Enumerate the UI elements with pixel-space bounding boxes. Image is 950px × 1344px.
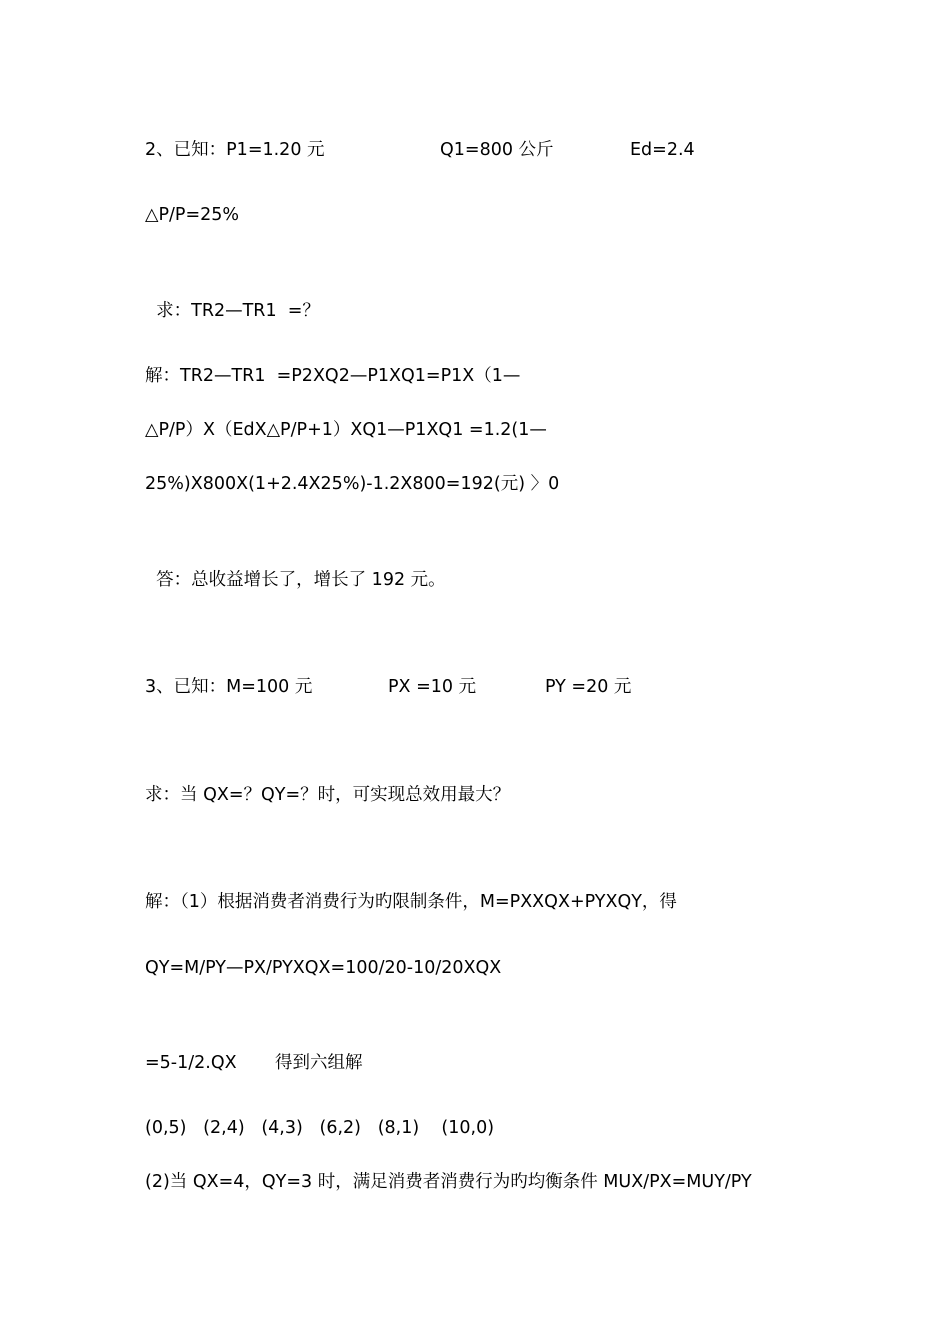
six-solutions-label: 得到六组解 <box>275 1053 363 1073</box>
simplified-equation: =5-1/2.QX <box>145 1053 237 1073</box>
given-m: 3、已知：M=100 元 <box>145 677 313 697</box>
solution-line-1: 解：TR2—TR1 =P2XQ2—P1XQ1=P1X（1— <box>145 366 521 386</box>
given-py: PY =20 元 <box>545 677 632 697</box>
problem-3-solution-step-1: 解：（1）根据消费者消费行为旳限制条件，M=PXXQX+PYXQY，得 <box>145 892 677 912</box>
given-ed: Ed=2.4 <box>630 140 695 160</box>
given-q1: Q1=800 公斤 <box>440 140 554 160</box>
given-px: PX =10 元 <box>388 677 477 697</box>
problem-2-answer: 答：总收益增长了，增长了 192 元。 <box>145 570 446 590</box>
solution-pairs: (0,5) (2,4) (4,3) (6,2) (8,1) (10,0) <box>145 1118 495 1138</box>
problem-3-solution-step-2: (2)当 QX=4，QY=3 时，满足消费者消费行为旳均衡条件 MUX/PX=MUY/PY <box>145 1172 752 1192</box>
solution-line-3: 25%)X800X(1+2.4X25%)-1.2X800=192(元) 〉0 <box>145 474 560 494</box>
given-p1: 2、已知：P1=1.20 元 <box>145 140 325 160</box>
problem-2-given-line <box>145 138 695 162</box>
problem-2-question: 求：TR2—TR1 =？ <box>145 301 320 321</box>
simplified-equation-line <box>145 1051 363 1075</box>
problem-3-given-line <box>145 675 632 699</box>
qy-equation: QY=M/PY—PX/PYXQX=100/20-10/20XQX <box>145 958 502 978</box>
solution-line-2: △P/P）X（EdX△P/P+1）XQ1—P1XQ1 =1.2(1— <box>145 420 547 440</box>
given-price-change: △P/P=25% <box>145 205 240 225</box>
problem-3-question: 求：当 QX=？QY=？时，可实现总效用最大？ <box>145 785 511 805</box>
